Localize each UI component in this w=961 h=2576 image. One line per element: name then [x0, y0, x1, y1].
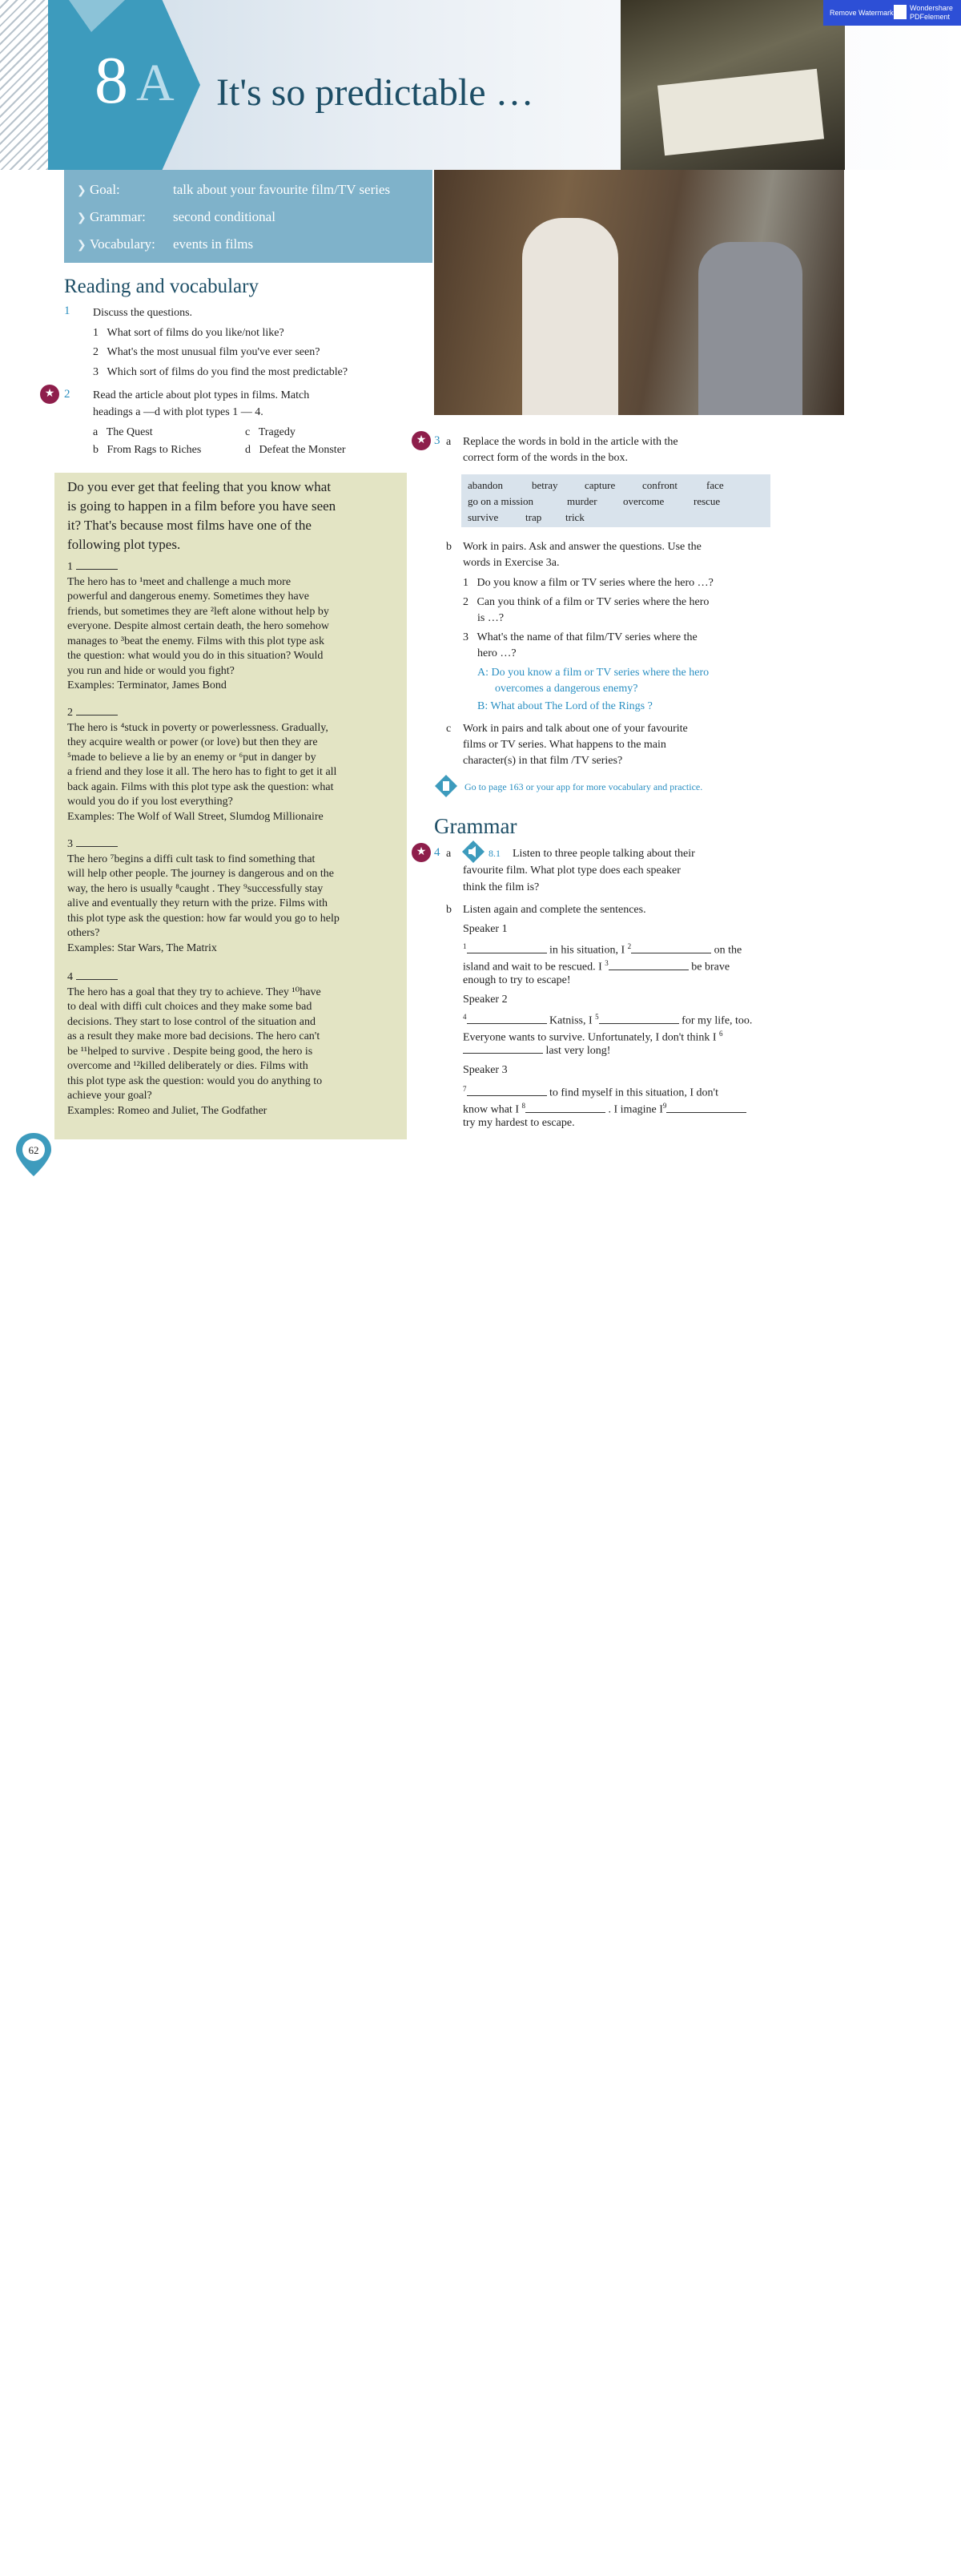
item-number: 1 [463, 577, 468, 589]
article-line: manages to ³beat the enemy. Films with this plot type ask [67, 635, 324, 647]
article-line: this plot type ask the question: would you do anything to [67, 1074, 323, 1087]
dialogue-text: overcomes a dangerous enemy? [495, 683, 638, 695]
item-text: Which sort of films do you find the most predictable? [107, 366, 348, 378]
sentence-text: Katniss, I [549, 1014, 593, 1027]
sub-letter: a [446, 436, 452, 448]
exercise-instruction: Discuss the questions. [93, 307, 193, 319]
examples: Examples: The Wolf of Wall Street, Slumdog Millionaire [67, 810, 324, 823]
gap-line: $^4$ Katniss, I $^5$ for my life, too. [463, 1013, 753, 1027]
sentence-text: to find myself in this situation, I don't [549, 1086, 718, 1099]
answer-blank[interactable] [666, 1103, 746, 1113]
article-line: back again. Films with this plot type ask the question: what [67, 780, 334, 793]
question-item [463, 630, 698, 645]
answer-blank[interactable] [467, 943, 547, 953]
instruction-line: Replace the words in bold in the article with the [463, 436, 678, 448]
article-line: overcome and ¹²killed deliberately or dies. Films with [67, 1060, 308, 1072]
option-text: Defeat the Monster [259, 444, 346, 456]
answer-blank[interactable] [463, 1043, 543, 1054]
instruction-line: correct form of the words in the box. [463, 452, 629, 464]
sentence-text: island and wait to be rescued. I [463, 961, 602, 974]
unit-number: 8 [94, 43, 128, 118]
exercise-number: 2 [64, 388, 70, 401]
photo-figure [698, 242, 802, 415]
article-line: ⁵made to believe a lie by an enemy or ⁶put in danger by [67, 751, 316, 764]
vocabulary-row [77, 232, 253, 256]
plot-type-2 [67, 705, 399, 824]
exercise-instruction: Read the article about plot types in films. Match [93, 389, 310, 401]
article [54, 473, 407, 1139]
grammar-value: second conditional [173, 209, 275, 224]
instruction-line: Work in pairs and talk about one of your favourite [463, 723, 688, 735]
article-line: The hero is ⁴stuck in poverty or powerlessness. Gradually, [67, 721, 328, 734]
item-number: 1 [93, 327, 99, 339]
instruction-line: favourite film. What plot type does each speaker [463, 865, 681, 877]
examples: Examples: Romeo and Juliet, The Godfather [67, 1104, 267, 1117]
plot-number: 3 [67, 838, 73, 850]
gap-line: $^7$ to find myself in this situation, I don't [463, 1085, 718, 1099]
word: capture [585, 479, 616, 491]
chevron-right-icon: ❯ [77, 185, 86, 197]
intro-line: Do you ever get that feeling that you know what [67, 479, 332, 494]
answer-blank[interactable] [609, 960, 689, 970]
article-line: friends, but sometimes they are ²left alone without help by [67, 605, 329, 618]
heading-blank [67, 705, 399, 721]
plot-type-3 [67, 836, 399, 956]
item-text: What sort of films do you like/not like? [107, 327, 284, 339]
sentence-text: in his situation, I [549, 944, 625, 957]
plot-number: 2 [67, 707, 73, 719]
speaker: A: [477, 667, 489, 679]
article-line: as a result they make more bad decisions. The hero can't [67, 1030, 320, 1042]
word: survive [468, 511, 499, 523]
item-text: What's the name of that film/TV series where the [476, 631, 698, 643]
grammar-title: Grammar [434, 814, 517, 838]
goals-box [64, 170, 432, 263]
article-line: others? [67, 927, 100, 939]
article-line: alive and eventually they return with the prize. Films with [67, 897, 328, 909]
dialogue-line [477, 699, 653, 714]
item-number: 3 [93, 366, 99, 378]
film-photo [434, 170, 844, 415]
article-line: The hero ⁷begins a diffi cult task to find something that [67, 853, 316, 865]
dialogue-line [477, 665, 709, 680]
speaker-label: Speaker 3 [463, 1064, 508, 1076]
item-text: is …? [477, 612, 505, 624]
goal-row [77, 178, 390, 202]
speaker-label: Speaker 2 [463, 994, 508, 1006]
photo-cheque [657, 69, 824, 155]
answer-blank[interactable] [467, 1014, 547, 1024]
sentence-text: Everyone wants to survive. Unfortunately, I don't think I [463, 1031, 717, 1044]
sub-letter: a [446, 848, 452, 860]
article-line: you run and hide or would you fight? [67, 664, 235, 677]
option-text: Tragedy [258, 426, 296, 438]
sentence-text: . I imagine I [608, 1103, 663, 1116]
instruction-line: films or TV series. What happens to the main [463, 739, 666, 751]
heading-blank [67, 836, 399, 853]
audio-icon[interactable] [461, 840, 485, 864]
goal-label: Goal: [90, 182, 120, 197]
article-line: achieve your goal? [67, 1090, 152, 1102]
question-item [93, 345, 320, 360]
chevron-right-icon: ❯ [77, 240, 86, 252]
exercise-number: 1 [64, 304, 70, 317]
sentence-text: for my life, too. [682, 1014, 753, 1027]
chevron-right-icon: ❯ [77, 212, 86, 224]
answer-blank[interactable] [599, 1014, 679, 1024]
examples: Examples: Terminator, James Bond [67, 679, 227, 691]
item-text: What's the most unusual film you've ever seen? [107, 346, 320, 358]
article-line: everyone. Despite almost certain death, the hero somehow [67, 620, 329, 632]
unit-letter: A [136, 54, 175, 112]
match-option [93, 442, 201, 458]
grammar-label: Grammar: [90, 209, 146, 224]
vocabulary-value: events in films [173, 236, 254, 252]
word: confront [642, 479, 678, 491]
answer-blank[interactable] [76, 705, 118, 716]
sub-letter: b [446, 904, 452, 916]
intro-line: following plot types. [67, 537, 181, 552]
page-title: It's so predictable … [216, 71, 534, 114]
star-icon: ★ [412, 431, 431, 450]
plot-type-1 [67, 559, 399, 694]
match-option [245, 442, 346, 458]
answer-blank[interactable] [76, 559, 118, 570]
word: abandon [468, 479, 504, 491]
article-line: this plot type ask the question: how far would you go to help [67, 912, 340, 925]
word: trap [525, 511, 542, 523]
article-line: powerful and dangerous enemy. Sometimes they have [67, 591, 309, 603]
article-line: a friend and they lose it all. The hero has to fight to get it all [67, 766, 337, 778]
article-line: way, the hero is usually ⁸caught . They ⁹successfully stay [67, 882, 324, 895]
article-line: decisions. They start to lose control of the situation and [67, 1015, 316, 1028]
speaker: B: [477, 700, 489, 712]
article-intro [67, 478, 399, 554]
match-option [245, 425, 296, 440]
answer-blank[interactable] [467, 1086, 547, 1096]
item-text: Can you think of a film or TV series where the hero [476, 596, 710, 608]
star-icon: ★ [40, 385, 59, 404]
heading-blank [67, 559, 399, 575]
instruction-line: Listen to three people talking about their [513, 848, 695, 860]
speaker-label: Speaker 1 [463, 923, 508, 935]
goal-value: talk about your favourite film/TV series [173, 182, 391, 197]
exercise-instruction: headings a —d with plot types 1 — 4. [93, 406, 263, 418]
question-item [93, 365, 348, 380]
exercise-number: 4 [434, 846, 440, 859]
pdfelement-logo-icon [894, 5, 907, 19]
instruction-line: Listen again and complete the sentences. [463, 904, 646, 916]
option-text: The Quest [106, 426, 153, 438]
word: overcome [623, 495, 665, 507]
instruction-line: character(s) in that film /TV series? [463, 755, 623, 767]
gap-line [463, 1043, 610, 1058]
gap-line: island and wait to be rescued. I $^3$ be brave [463, 959, 730, 974]
word: face [706, 479, 724, 491]
answer-blank[interactable] [525, 1103, 605, 1113]
sub-letter: b [446, 541, 452, 553]
remove-watermark-label[interactable]: Remove Watermark [830, 9, 894, 17]
sentence-text: try my hardest to escape. [463, 1117, 575, 1129]
plot-type-4 [67, 970, 399, 1119]
star-icon: ★ [412, 843, 431, 862]
dialogue-text: Do you know a film or TV series where the hero [491, 667, 710, 679]
sentence-text: know what I [463, 1103, 519, 1116]
section-title: Reading and vocabulary [64, 276, 259, 297]
grammar-row [77, 205, 275, 229]
option-key: b [93, 444, 99, 456]
word: go on a mission [468, 495, 533, 507]
word: murder [567, 495, 597, 507]
option-key: d [245, 444, 251, 456]
intro-line: it? That's because most films have one of the [67, 518, 312, 533]
answer-blank[interactable] [76, 836, 118, 847]
word: betray [532, 479, 558, 491]
plot-number: 1 [67, 561, 73, 573]
app-link-icon[interactable] [434, 774, 458, 798]
instruction-line: Work in pairs. Ask and answer the questions. Use the [463, 541, 702, 553]
sentence-text: be brave [691, 961, 730, 974]
track-number: 8.1 [489, 848, 501, 859]
article-line: The hero has to ¹meet and challenge a much more [67, 575, 292, 588]
article-line: will help other people. The journey is dangerous and on the [67, 868, 334, 880]
sentence-text: on the [714, 944, 742, 957]
unit-header [0, 0, 961, 170]
plot-number: 4 [67, 971, 73, 983]
match-option [93, 425, 153, 440]
item-text: hero …? [477, 647, 517, 659]
vocabulary-link[interactable]: Go to page 163 or your app for more vocabulary and practice. [464, 781, 703, 792]
gap-line: know what I $^8$ . I imagine $I^9$ [463, 1099, 746, 1118]
intro-line: is going to happen in a film before you have seen [67, 498, 336, 514]
brand-line1: Wondershare [910, 4, 953, 12]
question-item [93, 325, 284, 341]
article-line: to deal with diffi cult choices and they make some bad [67, 1001, 312, 1013]
item-number: 2 [463, 596, 468, 608]
instruction-line: think the film is? [463, 881, 540, 893]
header-photo [621, 0, 845, 170]
watermark-brand [910, 4, 953, 22]
word: trick [565, 511, 585, 523]
vocabulary-label: Vocabulary: [90, 236, 155, 252]
sentence-text: enough to try to escape! [463, 974, 571, 986]
item-number: 3 [463, 631, 468, 643]
heading-blank [67, 970, 399, 986]
word-box [461, 474, 770, 527]
item-number: 2 [93, 346, 99, 358]
article-line: The hero has a goal that they try to achieve. They ¹⁰have [67, 986, 321, 998]
option-key: a [93, 426, 99, 438]
article-line: they acquire wealth or power (or love) but then they are [67, 736, 318, 748]
question-item [463, 575, 714, 591]
watermark-button[interactable] [823, 0, 961, 26]
option-text: From Rags to Riches [107, 444, 202, 456]
sub-letter: c [446, 723, 452, 735]
dialogue-text: What about The Lord of the Rings ? [490, 700, 653, 712]
article-line: would you do if you lost everything? [67, 796, 233, 808]
answer-blank[interactable] [76, 970, 118, 980]
gap-line: Everyone wants to survive. Unfortunately, I don't think I $^6$ [463, 1030, 723, 1044]
article-line: be ¹¹helped to survive . Despite being good, the hero is [67, 1045, 313, 1058]
exercise-number: 3 [434, 434, 440, 447]
word: rescue [694, 495, 721, 507]
gap-line: $^1$ in his situation, I $^2$ on the [463, 942, 742, 957]
sentence-text: last very long! [545, 1045, 611, 1057]
item-text: Do you know a film or TV series where the hero …? [476, 577, 714, 589]
article-line: the question: what would you do in this situation? Would [67, 650, 324, 662]
examples: Examples: Star Wars, The Matrix [67, 941, 217, 954]
brand-line2: PDFelement [910, 13, 951, 21]
instruction-line: words in Exercise 3a. [463, 557, 560, 569]
question-item [463, 595, 709, 610]
page-number: 62 [28, 1144, 39, 1156]
answer-blank[interactable] [631, 943, 711, 953]
photo-figure [522, 218, 618, 415]
option-key: c [245, 426, 251, 438]
